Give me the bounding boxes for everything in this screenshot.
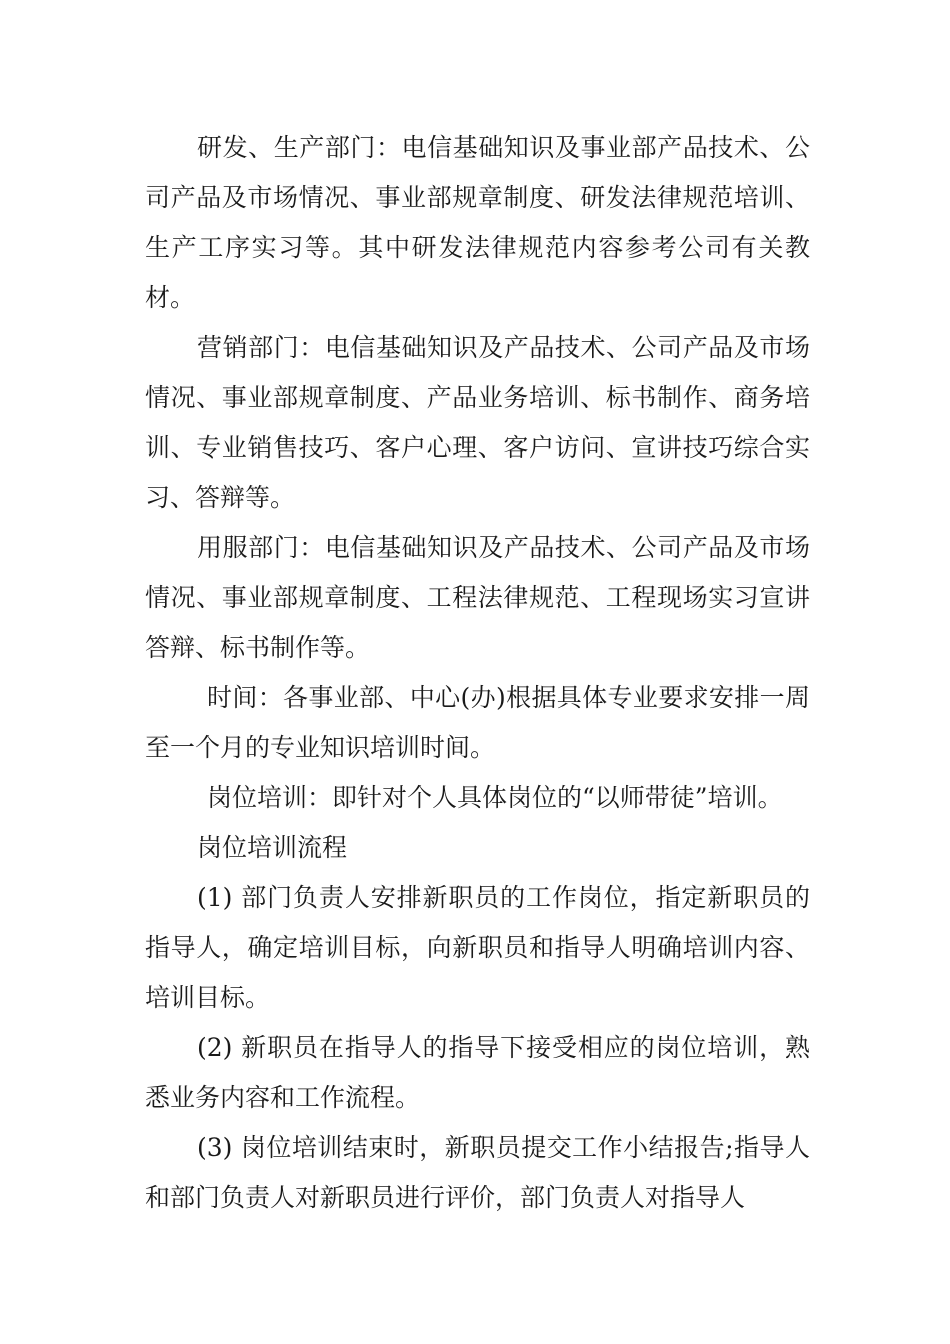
paragraph-step-3: (3) 岗位培训结束时，新职员提交工作小结报告;指导人和部门负责人对新职员进行评价，部门负责人对指导人 <box>145 1133 810 1212</box>
paragraph-user-service: 用服部门：电信基础知识及产品技术、公司产品及市场情况、事业部规章制度、工程法律规范、工程现场实习宣讲答辩、标书制作等。 <box>145 533 810 662</box>
paragraph-time: 时间：各事业部、中心(办)根据具体专业要求安排一周至一个月的专业知识培训时间。 <box>145 683 810 762</box>
body-text <box>145 123 810 1223</box>
paragraph-job-training: 岗位培训：即针对个人具体岗位的“以师带徒”培训。 <box>207 783 783 812</box>
paragraph-process-heading: 岗位培训流程 <box>197 833 348 862</box>
paragraph-rnd-production: 研发、生产部门：电信基础知识及事业部产品技术、公司产品及市场情况、事业部规章制度、研发法律规范培训、生产工序实习等。其中研发法律规范内容参考公司有关教材。 <box>145 133 810 312</box>
paragraph-step-1: (1) 部门负责人安排新职员的工作岗位，指定新职员的指导人，确定培训目标，向新职员和指导人明确培训内容、培训目标。 <box>145 883 810 1012</box>
paragraph-step-2: (2) 新职员在指导人的指导下接受相应的岗位培训，熟悉业务内容和工作流程。 <box>145 1033 810 1112</box>
paragraph-marketing: 营销部门：电信基础知识及产品技术、公司产品及市场情况、事业部规章制度、产品业务培训、标书制作、商务培训、专业销售技巧、客户心理、客户访问、宣讲技巧综合实习、答辩等。 <box>145 333 810 512</box>
